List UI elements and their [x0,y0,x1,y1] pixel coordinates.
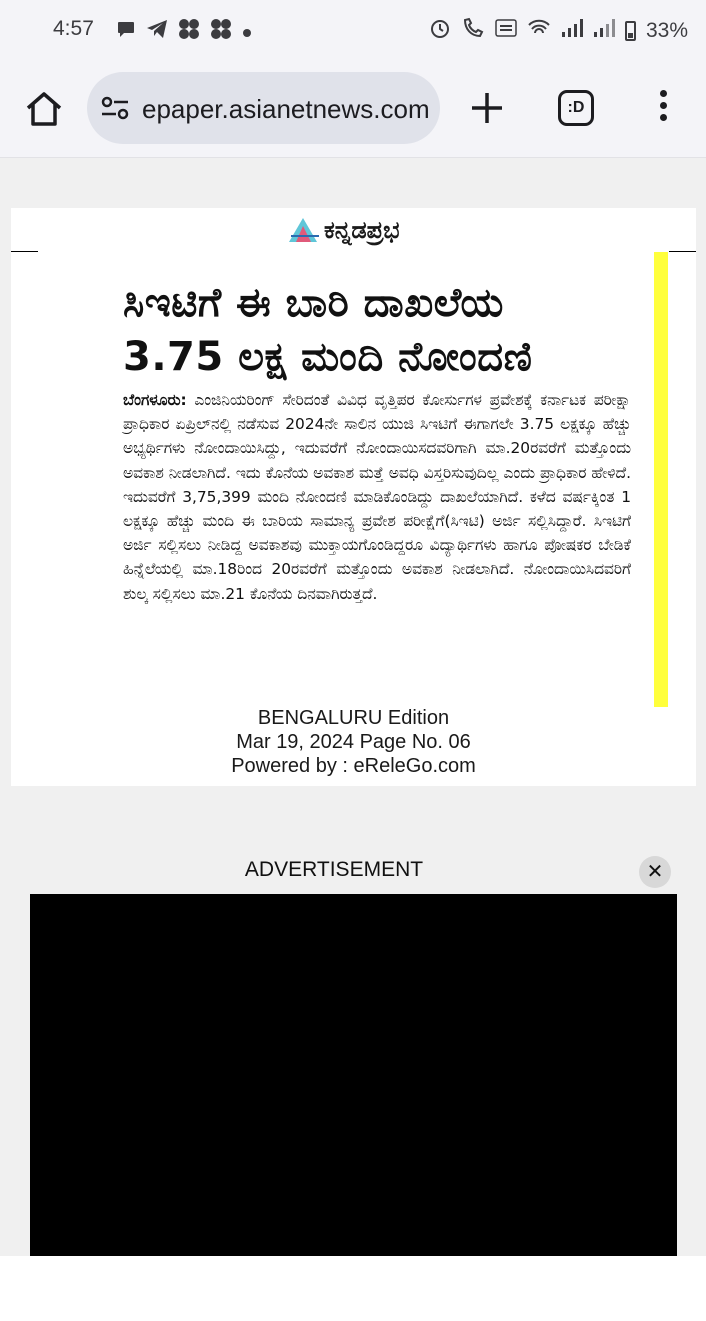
signal-icon [561,18,583,43]
home-button[interactable] [22,87,66,131]
edition-date-page: Mar 19, 2024 Page No. 06 [236,731,471,753]
menu-dot-icon [660,114,667,121]
article-body [123,388,631,606]
volte-icon [495,17,517,44]
advertisement-label: ADVERTISEMENT [244,858,424,881]
browser-toolbar [0,60,706,158]
signal-icon [593,18,615,43]
notification-icons [116,18,252,45]
clover-icon [210,18,232,45]
edition-name: BENGALURU Edition [257,707,450,729]
article-headline [123,276,583,384]
status-bar [0,0,706,60]
status-time: 4:57 [53,17,94,40]
site-settings-icon[interactable] [101,96,129,120]
masthead [287,212,400,248]
address-bar[interactable] [87,72,440,144]
menu-dot-icon [660,102,667,109]
headline-line-1: ಸಿಇಟಿಗೆ ಈ ಬಾರಿ ದಾಖಲೆಯ [123,280,504,326]
headline-line-2: 3.75 ಲಕ್ಷ ಮಂದಿ ನೋಂದಣಿ [123,334,533,380]
masthead-title: ಕನ್ನಡಪ್ರಭ [324,216,400,244]
telegram-icon [146,19,168,44]
rule-right [669,251,696,252]
clover-icon [178,18,200,45]
battery-icon [625,21,636,41]
plus-icon [466,87,508,129]
new-tab-button[interactable] [466,87,508,129]
highlight-bar [654,252,668,707]
url-text[interactable]: epaper.asianetnews.com [142,94,430,124]
menu-dot-icon [660,90,667,97]
system-icons [429,17,688,44]
wifi-icon [527,18,551,43]
more-menu-button[interactable] [648,90,678,130]
article-body-text: ಎಂಜಿನಿಯರಿಂಗ್ ಸೇರಿದಂತೆ ವಿವಿಧ ವೃತ್ತಿಪರ ಕೋರ್ಸುಗಳ ಪ್ರವೇಶಕ್ಕೆ ಕರ್ನಾಟಕ ಪರೀಕ್ಷಾ ಪ್ರಾಧಿಕಾರ ಏಪ್ರಿಲ್‌ನಲ್ಲಿ ನಡೆಸುವ 2024ನೇ ಸಾಲಿನ ಯುಜಿ ಸಿಇಟಿಗೆ ಈಗಾಗಲೇ 3.75 ಲಕ್ಷಕ್ಕೂ ಹೆಚ್ಚು ಅಭ್ಯರ್ಥಿಗಳು ನೋಂದಾಯಿಸಿದ್ದು, ಇದುವರೆಗೆ ನೋಂದಾಯಿಸದವರಿಗಾಗಿ ಮಾ.20ರವರೆಗೆ ಮತ್ತೊಂದು ಅವಕಾಶ ನೀಡಲಾಗಿದೆ. ಇದು ಕೊನೆಯ ಅವಕಾಶ ಮತ್ತೆ ಅವಧಿ ವಿಸ್ತರಿಸುವುದಿಲ್ಲ ಎಂದು ಪ್ರಾಧಿಕಾರ ಹೇಳಿದೆ. ಇದುವರೆಗೆ 3,75,399 ಮಂದಿ ನೋಂದಣಿ ಮಾಡಿಕೊಂಡಿದ್ದು ದಾಖಲೆಯಾಗಿದೆ. ಕಳೆದ ವರ್ಷಕ್ಕಿಂತ 1 ಲಕ್ಷಕ್ಕೂ ಹೆಚ್ಚು ಮಂದಿ ಈ ಬಾರಿಯ ಸಾಮಾನ್ಯ ಪ್ರವೇಶ ಪರೀಕ್ಷೆಗೆ(ಸಿಇಟಿ) ಅರ್ಜಿ ಸಲ್ಲಿಸಿದ್ದಾರೆ. ಸಿಇಟಿಗೆ ಅರ್ಜಿ ಸಲ್ಲಿಸಲು ನೀಡಿದ್ದ ಅವಕಾಶವು ಮುಕ್ತಾಯಗೊಂಡಿದ್ದರೂ ವಿದ್ಯಾರ್ಥಿಗಳು ಹಾಗೂ ಪೋಷಕರ ಬೇಡಿಕೆ ಹಿನ್ನೆಲೆಯಲ್ಲಿ ಮಾ.18ರಿಂದ 20ರವರೆಗೆ ಮತ್ತೊಂದು ಅವಕಾಶ ನೀಡಲಾಗಿದೆ. ನೋಂದಾಯಿಸಿದವರಿಗೆ ಶುಲ್ಕ ಸಲ್ಲಿಸಲು ಮಾ.21 ಕೊನೆಯ ದಿನವಾಗಿರುತ್ತದೆ. [123,391,631,603]
ad-close-button[interactable]: ✕ [639,856,671,888]
rule-left [11,251,38,252]
bottom-area [0,1256,706,1321]
dot-icon [242,21,252,43]
article-clip[interactable] [11,208,696,786]
alarm-icon [429,17,451,44]
article-dateline: ಬೆಂಗಳೂರು: [123,391,187,409]
wifi-call-icon [461,17,485,44]
home-icon [22,87,66,131]
tab-switcher-button[interactable]: :D [558,90,594,126]
edition-info [11,706,696,778]
newspaper-logo-icon [287,216,321,244]
powered-by: Powered by : eReleGo.com [231,755,476,777]
chat-bubble-icon [116,19,136,44]
battery-percent: 33% [645,18,688,42]
advertisement-frame[interactable] [30,894,677,1256]
